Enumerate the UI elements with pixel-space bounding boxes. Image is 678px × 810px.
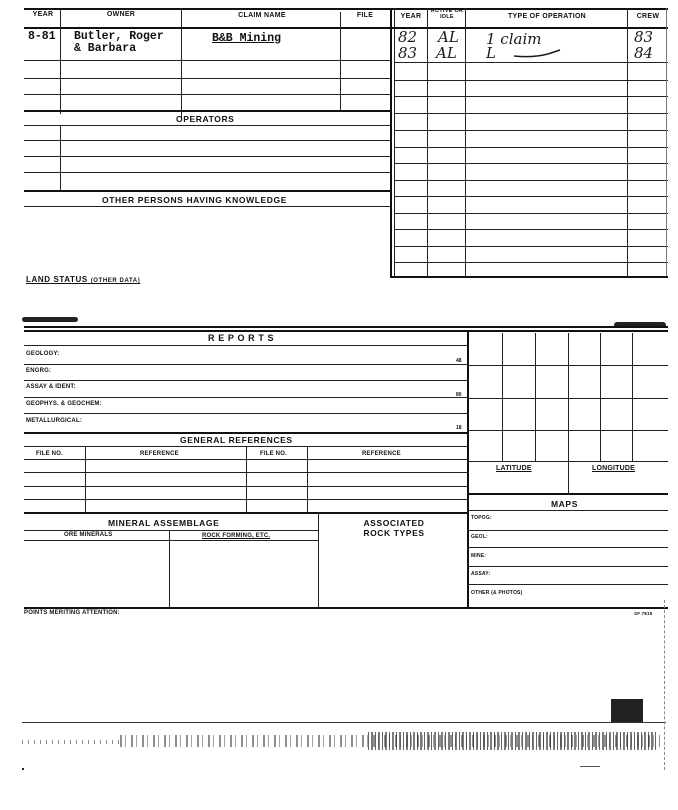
report-number-3: 18 — [456, 425, 462, 431]
form-code: SF 7815 — [634, 611, 653, 616]
ref-header-reference-2: REFERENCE — [362, 451, 401, 457]
ref-header-reference: REFERENCE — [140, 451, 179, 457]
header-crew: CREW — [636, 13, 660, 20]
land-status-sub: (OTHER DATA) — [90, 278, 141, 284]
header-owner: OWNER — [106, 11, 136, 18]
reports-title: R E P O R T S — [208, 333, 275, 343]
entry-owner-line1: Butler, Roger — [74, 30, 164, 43]
scan-mark-left — [22, 317, 78, 322]
ref-header-file-no-2: FILE NO. — [260, 451, 287, 457]
map-topog: TOPOG: — [471, 515, 492, 521]
scan-noise-dark — [368, 732, 658, 750]
report-number-2: 80 — [456, 392, 462, 398]
longitude-label: LONGITUDE — [592, 465, 636, 472]
activity-operation: L — [486, 44, 496, 62]
activity-crew: 83 — [634, 28, 654, 46]
activity-operation: 1 claim — [486, 30, 542, 48]
report-assay: ASSAY & IDENT: — [26, 384, 76, 390]
scan-dot — [22, 768, 24, 770]
map-geol: GEOL: — [471, 534, 488, 540]
header-active-idle: ACTIVE OR IDLE — [430, 8, 464, 20]
entry-owner-line2: & Barbara — [74, 42, 137, 55]
header-claim-name: CLAIM NAME — [238, 12, 286, 19]
land-status-title — [26, 275, 140, 284]
activity-year: 82 — [398, 28, 418, 46]
entry-claim-name: B&B Mining — [212, 32, 282, 45]
report-engrg: ENGRG: — [26, 368, 52, 374]
activity-year: 83 — [398, 44, 418, 62]
report-geophys: GEOPHYS. & GEOCHEM: — [26, 401, 102, 407]
header-file: FILE — [356, 12, 374, 19]
header-type-of-operation: TYPE OF OPERATION — [507, 13, 587, 20]
activity-status: AL — [436, 44, 457, 62]
scan-black-block — [611, 699, 643, 723]
rock-forming-header: ROCK FORMING, ETC. — [202, 533, 271, 539]
activity-status: AL — [438, 28, 459, 46]
activity-crew: 84 — [634, 44, 654, 62]
maps-title: MAPS — [551, 499, 578, 509]
associated-rock-types-title: ASSOCIATED ROCK TYPES — [363, 518, 425, 538]
map-other: OTHER (& PHOTOS) — [471, 590, 523, 596]
header-year: YEAR — [32, 11, 54, 18]
entry-year: 8-81 — [28, 30, 56, 43]
scan-noise-left — [22, 740, 122, 744]
report-number-1: 48 — [456, 358, 462, 364]
ore-minerals-header: ORE MINERALS — [64, 532, 113, 538]
report-metallurgical: METALLURGICAL: — [26, 418, 83, 424]
ref-header-file-no: FILE NO. — [36, 451, 63, 457]
map-mine: MINE: — [471, 553, 487, 559]
operators-title: OPERATORS — [176, 114, 235, 124]
header-year-2: YEAR — [400, 13, 422, 20]
scan-dash — [580, 766, 600, 767]
latitude-label: LATITUDE — [496, 465, 532, 472]
mineral-assemblage-title: MINERAL ASSEMBLAGE — [108, 518, 220, 528]
handwritten-ditto-stroke — [512, 48, 572, 58]
points-meriting-attention: POINTS MERITING ATTENTION: — [24, 610, 120, 616]
other-persons-title: OTHER PERSONS HAVING KNOWLEDGE — [102, 195, 288, 205]
report-geology: GEOLOGY: — [26, 351, 60, 357]
general-references-title: GENERAL REFERENCES — [180, 435, 293, 445]
map-assay: ASSAY: — [471, 571, 491, 577]
land-status-label: LAND STATUS — [26, 275, 88, 284]
